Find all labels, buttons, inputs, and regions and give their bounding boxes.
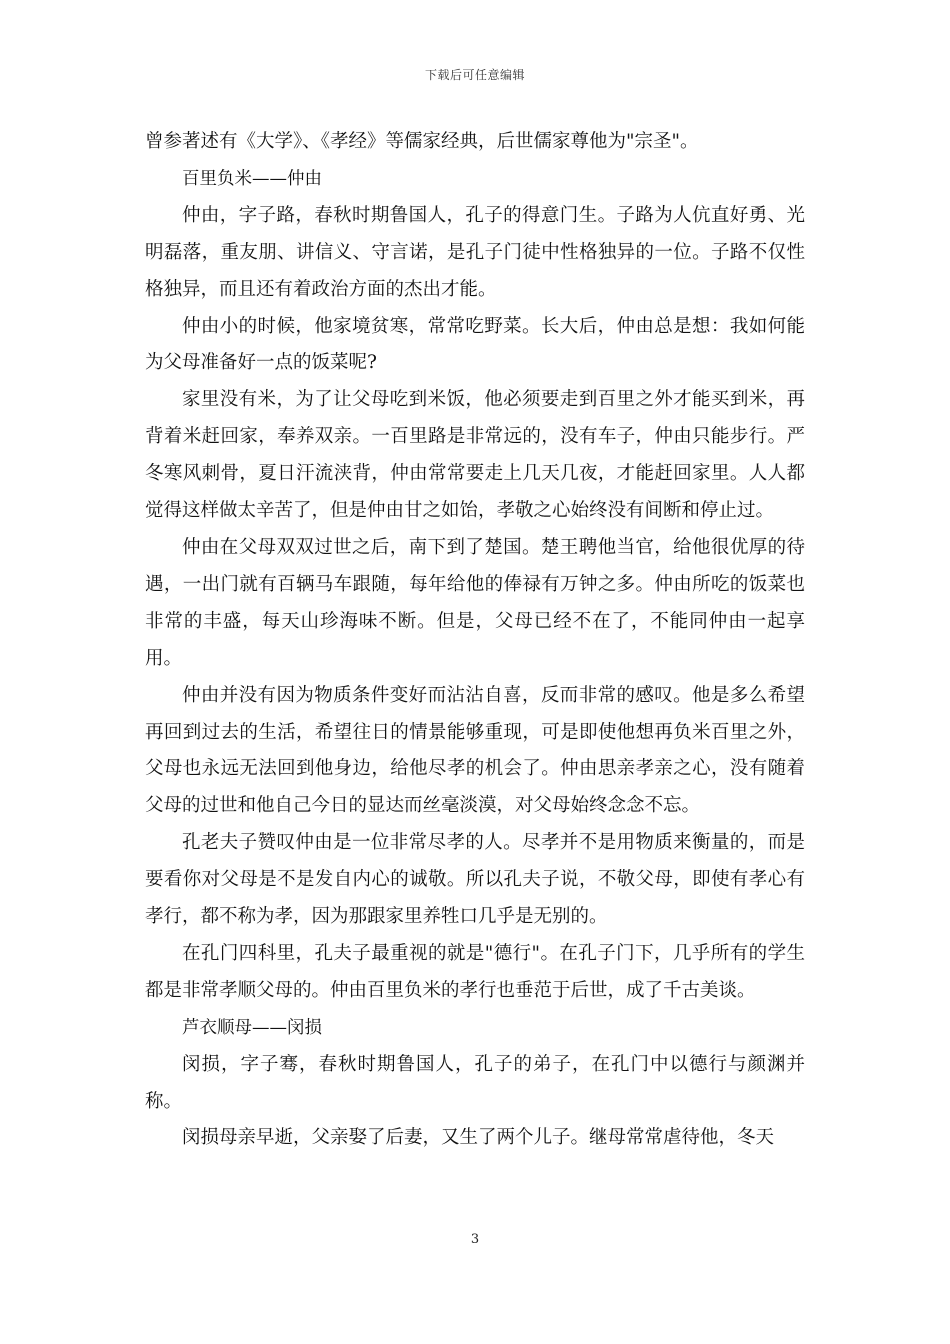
page-number: 3 (470, 1232, 480, 1247)
paragraph: 家里没有米，为了让父母吃到米饭，他必须要走到百里之外才能买到米，再背着米赶回家，奉养双亲。一百里路是非常远的，没有车子，仲由只能步行。严冬寒风刺骨，夏日汗流浃背，仲由常常要走上几天几夜，才能赶回家里。人人都觉得这样做太辛苦了，但是仲由甘之如饴，孝敬之心始终没有间断和停止过。 (145, 389, 805, 522)
paragraph: 闵损，字子骞，春秋时期鲁国人，孔子的弟子，在孔门中以德行与颜渊并称。 (145, 1053, 805, 1112)
page-header: 下载后可任意编辑 (424, 68, 525, 82)
paragraph: 曾参著述有《大学》、《孝经》等儒家经典，后世儒家尊他为"宗圣"。 (145, 131, 699, 152)
section-heading: 百里负米——仲由 (182, 168, 322, 189)
paragraph: 孔老夫子赞叹仲由是一位非常尽孝的人。尽孝并不是用物质来衡量的，而是要看你对父母是不是发自内心的诚敬。所以孔夫子说，不敬父母，即使有孝心有孝行，都不称为孝，因为那跟家里养牲口几乎是无别的。 (145, 832, 805, 928)
paragraph: 在孔门四科里，孔夫子最重视的就是"德行"。在孔子门下，几乎所有的学生都是非常孝顺父母的。仲由百里负米的孝行也垂范于后世，成了千古美谈。 (145, 942, 805, 1001)
paragraph: 仲由并没有因为物质条件变好而沾沾自喜，反而非常的感叹。他是多么希望再回到过去的生活，希望往日的情景能够重现，可是即使他想再负米百里之外，父母也永远无法回到他身边，给他尽孝的机会了。仲由思亲孝亲之心，没有随着父母的过世和他自己今日的显达而丝毫淡漠，对父母始终念念不忘。 (145, 684, 805, 817)
document-body (145, 124, 805, 1157)
section-heading: 芦衣顺母——闵损 (182, 1017, 322, 1038)
paragraph: 仲由，字子路，春秋时期鲁国人，孔子的得意门生。子路为人伉直好勇、光明磊落，重友朋、讲信义、守言诺，是孔子门徒中性格独异的一位。子路不仅性格独异，而且还有着政治方面的杰出才能。 (145, 204, 805, 300)
paragraph: 闵损母亲早逝，父亲娶了后妻，又生了两个儿子。继母常常虐待他，冬天 (182, 1127, 775, 1149)
paragraph: 仲由在父母双双过世之后，南下到了楚国。楚王聘他当官，给他很优厚的待遇，一出门就有百辆马车跟随，每年给他的俸禄有万钟之多。仲由所吃的饭菜也非常的丰盛，每天山珍海味不断。但是，父母已经不在了，不能同仲由一起享用。 (145, 536, 805, 669)
paragraph: 仲由小的时候，他家境贫寒，常常吃野菜。长大后，仲由总是想：我如何能为父母准备好一点的饭菜呢? (145, 315, 805, 374)
